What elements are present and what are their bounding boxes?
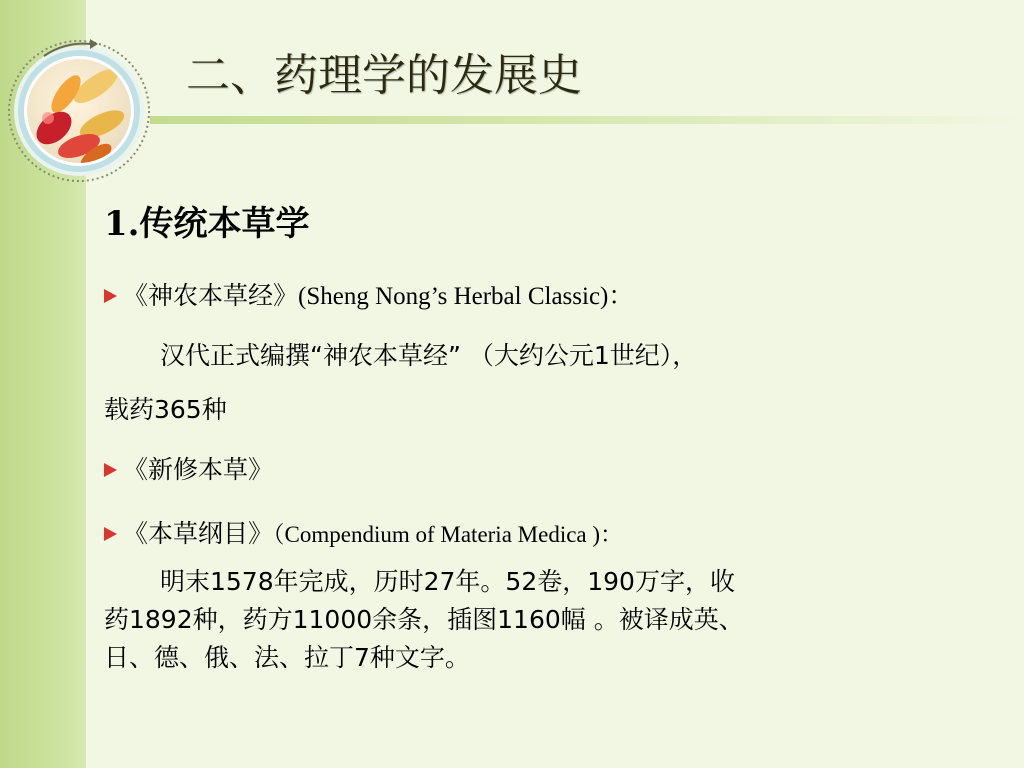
book-english-title: （Compendium of Materia Medica )： [273,522,624,547]
list-item [104,278,633,315]
medicine-capsules-icon [4,36,154,186]
slide-title: 二、药理学的发展史 [186,50,582,101]
arrow-bullet-icon [104,289,117,303]
list-item [104,452,273,488]
list-item [104,516,623,553]
title-underline [150,116,1024,124]
section-heading: 1.传统本草学 [104,204,310,244]
book-title: 《新修本草》 [123,455,274,484]
book-title: 《神农本草经》 [123,281,299,310]
book-title: 《本草纲目》 [123,519,274,548]
description-line: 汉代正式编撰“神农本草经” （大约公元1世纪）， [160,341,698,370]
arrow-bullet-icon [104,527,117,541]
description-line: 药1892种，药方11000余条，插图1160幅 。被译成英、 [104,605,744,634]
description-line: 载药365种 [104,395,227,424]
book-english-title: (Sheng Nong’s Herbal Classic)： [298,283,634,310]
description-line: 日、德、俄、法、拉丁7种文字。 [104,643,470,672]
description-line: 明末1578年完成，历时27年。52卷，190万字，收 [160,567,735,596]
arrow-bullet-icon [104,463,117,477]
